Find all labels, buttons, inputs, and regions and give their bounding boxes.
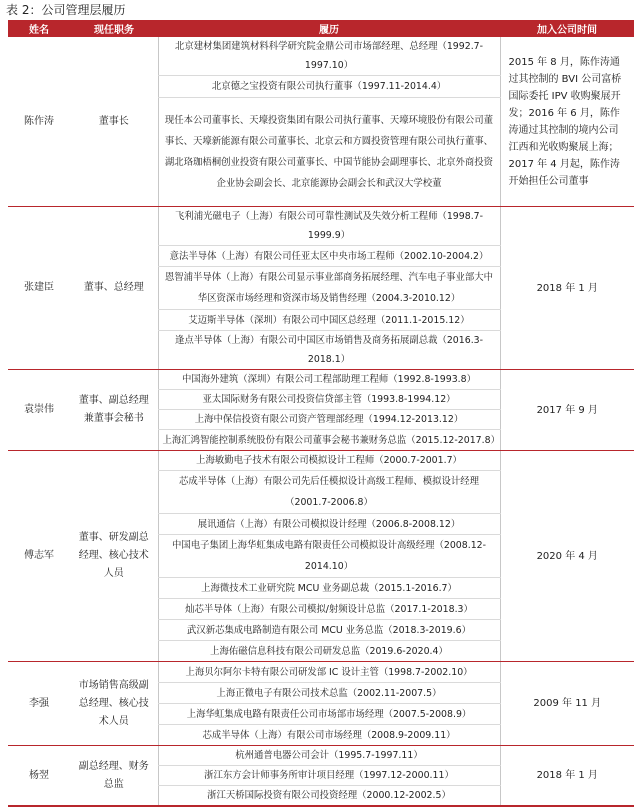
resume-entry: 中国电子集团上海华虹集成电路有限责任公司模拟设计高级经理（2008.12-2014.10） [158,535,500,578]
resume-entry: 浙江天桥国际投资有限公司投资经理（2000.12-2002.5） [158,786,500,807]
resume-entry: 现任本公司董事长、天壕投资集团有限公司执行董事、天壕环境股份有限公司董事长、天壕新能源有限公司董事长、北京云和方圆投资管理有限公司执行董事、湖北珞珈梧桐创业投资有限公司董事长、中国节能协会副理事长、北京外商投资企业协会副会长、北京能源协会副会长和武汉大学校董 [158,98,500,207]
resume-entry: 恩智浦半导体（上海）有限公司显示事业部商务拓展经理、汽车电子事业部大中华区资深市场经理和资深市场及销售经理（2004.3-2010.12） [158,267,500,310]
person-name: 陈作涛 [8,37,70,207]
person-name: 傅志军 [8,451,70,662]
header-resume: 履历 [158,20,500,37]
resume-entry: 艾迈斯半导体（深圳）有限公司中国区总经理（2011.1-2015.12） [158,310,500,331]
table-row [8,746,634,766]
resume-entry: 芯成半导体（上海）有限公司先后任模拟设计高级工程师、模拟设计经理（2001.7-2006.8） [158,471,500,514]
resume-entry: 北京德之宝投资有限公司执行董事（1997.11-2014.4） [158,76,500,98]
resume-entry: 上海贝尔阿尔卡特有限公司研发部 IC 设计主管（1998.7-2002.10） [158,662,500,683]
resume-entry: 上海微技术工业研究院 MCU 业务副总裁（2015.1-2016.7） [158,578,500,599]
header-name: 姓名 [8,20,70,37]
table-row [8,451,634,471]
table-row [8,207,634,246]
person-position: 董事、研发副总经理、核心技术人员 [70,451,158,662]
table-caption: 表 2：公司管理层履历 [6,3,126,17]
resume-entry: 芯成半导体（上海）有限公司市场经理（2008.9-2009.11） [158,725,500,746]
resume-entry: 亚太国际财务有限公司投资信贷部主管（1993.8-1994.12） [158,390,500,410]
resume-entry: 中国海外建筑（深圳）有限公司工程部助理工程师（1992.8-1993.8） [158,370,500,390]
resume-entry: 武汉新芯集成电路制造有限公司 MCU 业务总监（2018.3-2019.6） [158,620,500,641]
join-time: 2009 年 11 月 [500,662,634,746]
join-time: 2015 年 8 月，陈作涛通过其控制的 BVI 公司富桥国际委托 IPV 收购聚展开发；2016 年 6 月，陈作涛通过其控制的境内公司江西和光收购聚展上海；2017 年 4 月起，陈作涛开始担任公司董事 [500,37,634,207]
person-position: 副总经理、财务总监 [70,746,158,807]
person-name: 杨翌 [8,746,70,807]
resume-entry: 杭州通普电器公司会计（1995.7-1997.11） [158,746,500,766]
person-position: 董事长 [70,37,158,207]
header-position: 现任职务 [70,20,158,37]
resume-entry: 逢点半导体（上海）有限公司中国区市场销售及商务拓展副总裁（2016.3-2018.1） [158,331,500,370]
resume-entry: 上海敏勤电子技术有限公司模拟设计工程师（2000.7-2001.7） [158,451,500,471]
join-time: 2018 年 1 月 [500,207,634,370]
resume-entry: 上海华虹集成电路有限责任公司市场部市场经理（2007.5-2008.9） [158,704,500,725]
table-row [8,37,634,76]
person-name: 张建臣 [8,207,70,370]
header-join-time: 加入公司时间 [500,20,634,37]
resume-entry: 飞利浦光磁电子（上海）有限公司可靠性测试及失效分析工程师（1998.7-1999.9） [158,207,500,246]
join-time: 2018 年 1 月 [500,746,634,807]
person-position: 市场销售高级副总经理、核心技术人员 [70,662,158,746]
person-position: 董事、副总经理兼董事会秘书 [70,370,158,451]
resume-entry: 上海正微电子有限公司技术总监（2002.11-2007.5） [158,683,500,704]
person-position: 董事、总经理 [70,207,158,370]
table-row [8,662,634,683]
resume-entry: 灿芯半导体（上海）有限公司模拟/射频设计总监（2017.1-2018.3） [158,599,500,620]
management-resume-table [8,20,634,807]
resume-entry: 上海中保信投资有限公司资产管理部经理（1994.12-2013.12） [158,410,500,430]
resume-entry: 北京建材集团建筑材料科学研究院金鼎公司市场部经理、总经理（1992.7-1997.10） [158,37,500,76]
resume-entry: 上海汇鸿智能控制系统股份有限公司董事会秘书兼财务总监（2015.12-2017.8） [158,430,500,451]
resume-entry: 展讯通信（上海）有限公司模拟设计经理（2006.8-2008.12） [158,514,500,535]
person-name: 李强 [8,662,70,746]
resume-entry: 意法半导体（上海）有限公司任亚太区中央市场工程师（2002.10-2004.2） [158,246,500,267]
resume-entry: 浙江东方会计师事务所审计项目经理（1997.12-2000.11） [158,766,500,786]
table-row [8,370,634,390]
person-name: 袁崇伟 [8,370,70,451]
join-time: 2020 年 4 月 [500,451,634,662]
join-time: 2017 年 9 月 [500,370,634,451]
resume-entry: 上海佑磁信息科技有限公司研发总监（2019.6-2020.4） [158,641,500,662]
table-header-row [8,20,634,37]
